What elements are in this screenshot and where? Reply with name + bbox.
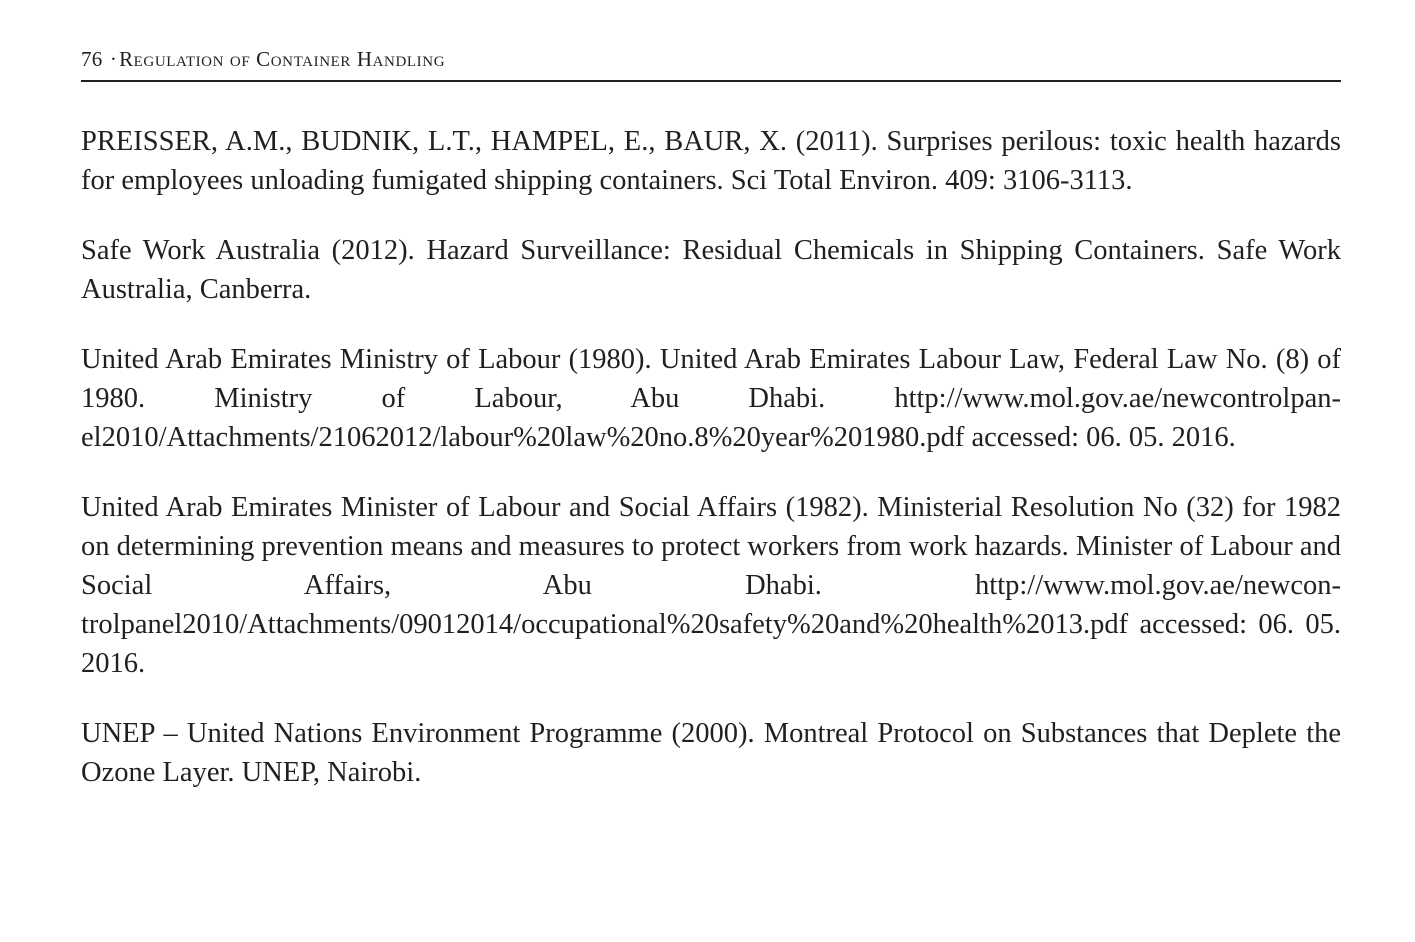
reference-line: 05. 2016.: [1128, 422, 1236, 453]
reference-line: el2010/Attachments/21062012/labour%20law%20no.8%20year%201980.pdf accessed: 06.: [81, 422, 1122, 453]
reference-line: Safe Work Australia (2012). Hazard Surveillance: Residual Chemicals in Shipping Containers.: [81, 235, 1205, 266]
reference-line: UNEP – United Nations Environment Programme (2000). Montreal Protocol on Substances: [81, 718, 1148, 749]
reference-line: United Arab Emirates Minister of Labour and Social Affairs (1982). Ministerial Resolution No: [81, 492, 1178, 523]
page: [81, 42, 1341, 823]
reference-line: health hazards for employees unloading fumigated shipping containers. Sci Total Environ. 409:: [81, 126, 1341, 196]
reference-list: [81, 122, 1341, 792]
reference-line: accessed: 06. 05. 2016.: [81, 609, 1341, 679]
header-rule: [81, 80, 1341, 82]
reference-line: Law No. (8) of 1980. Ministry of Labour, Abu Dhabi. http://www.mol.gov.ae/newcontrolpan-: [81, 344, 1342, 414]
reference-line: Safe Work Australia, Canberra.: [81, 235, 1342, 305]
reference-line: (32) for 1982 on determining prevention means and measures to protect workers from work: [81, 492, 1341, 562]
reference-line: 3106-3113.: [1002, 165, 1133, 196]
reference-line: trolpanel2010/Attachments/09012014/occupational%20safety%20and%20health%2013.pdf: [81, 609, 1129, 640]
reference-line: United Arab Emirates Ministry of Labour (1980). United Arab Emirates Labour Law, Federal: [81, 344, 1159, 375]
reference-entry: [81, 488, 1341, 683]
page-number: 76: [81, 47, 103, 71]
reference-line: hazards. Minister of Labour and Social Affairs, Abu Dhabi. http://www.mol.gov.ae/newcon-: [81, 531, 1341, 601]
reference-line: that Deplete the Ozone Layer. UNEP, Nairobi.: [81, 718, 1342, 788]
reference-entry: [81, 122, 1341, 200]
reference-line: PREISSER, A.M., BUDNIK, L.T., HAMPEL, E., BAUR, X. (2011). Surprises perilous: toxic: [81, 126, 1167, 157]
reference-entry: [81, 340, 1341, 457]
running-head-title: Regulation of Container Handling: [119, 47, 446, 71]
running-head: [81, 42, 1341, 76]
reference-entry: [81, 231, 1341, 309]
header-separator: ·: [109, 47, 118, 71]
reference-entry: [81, 714, 1341, 792]
